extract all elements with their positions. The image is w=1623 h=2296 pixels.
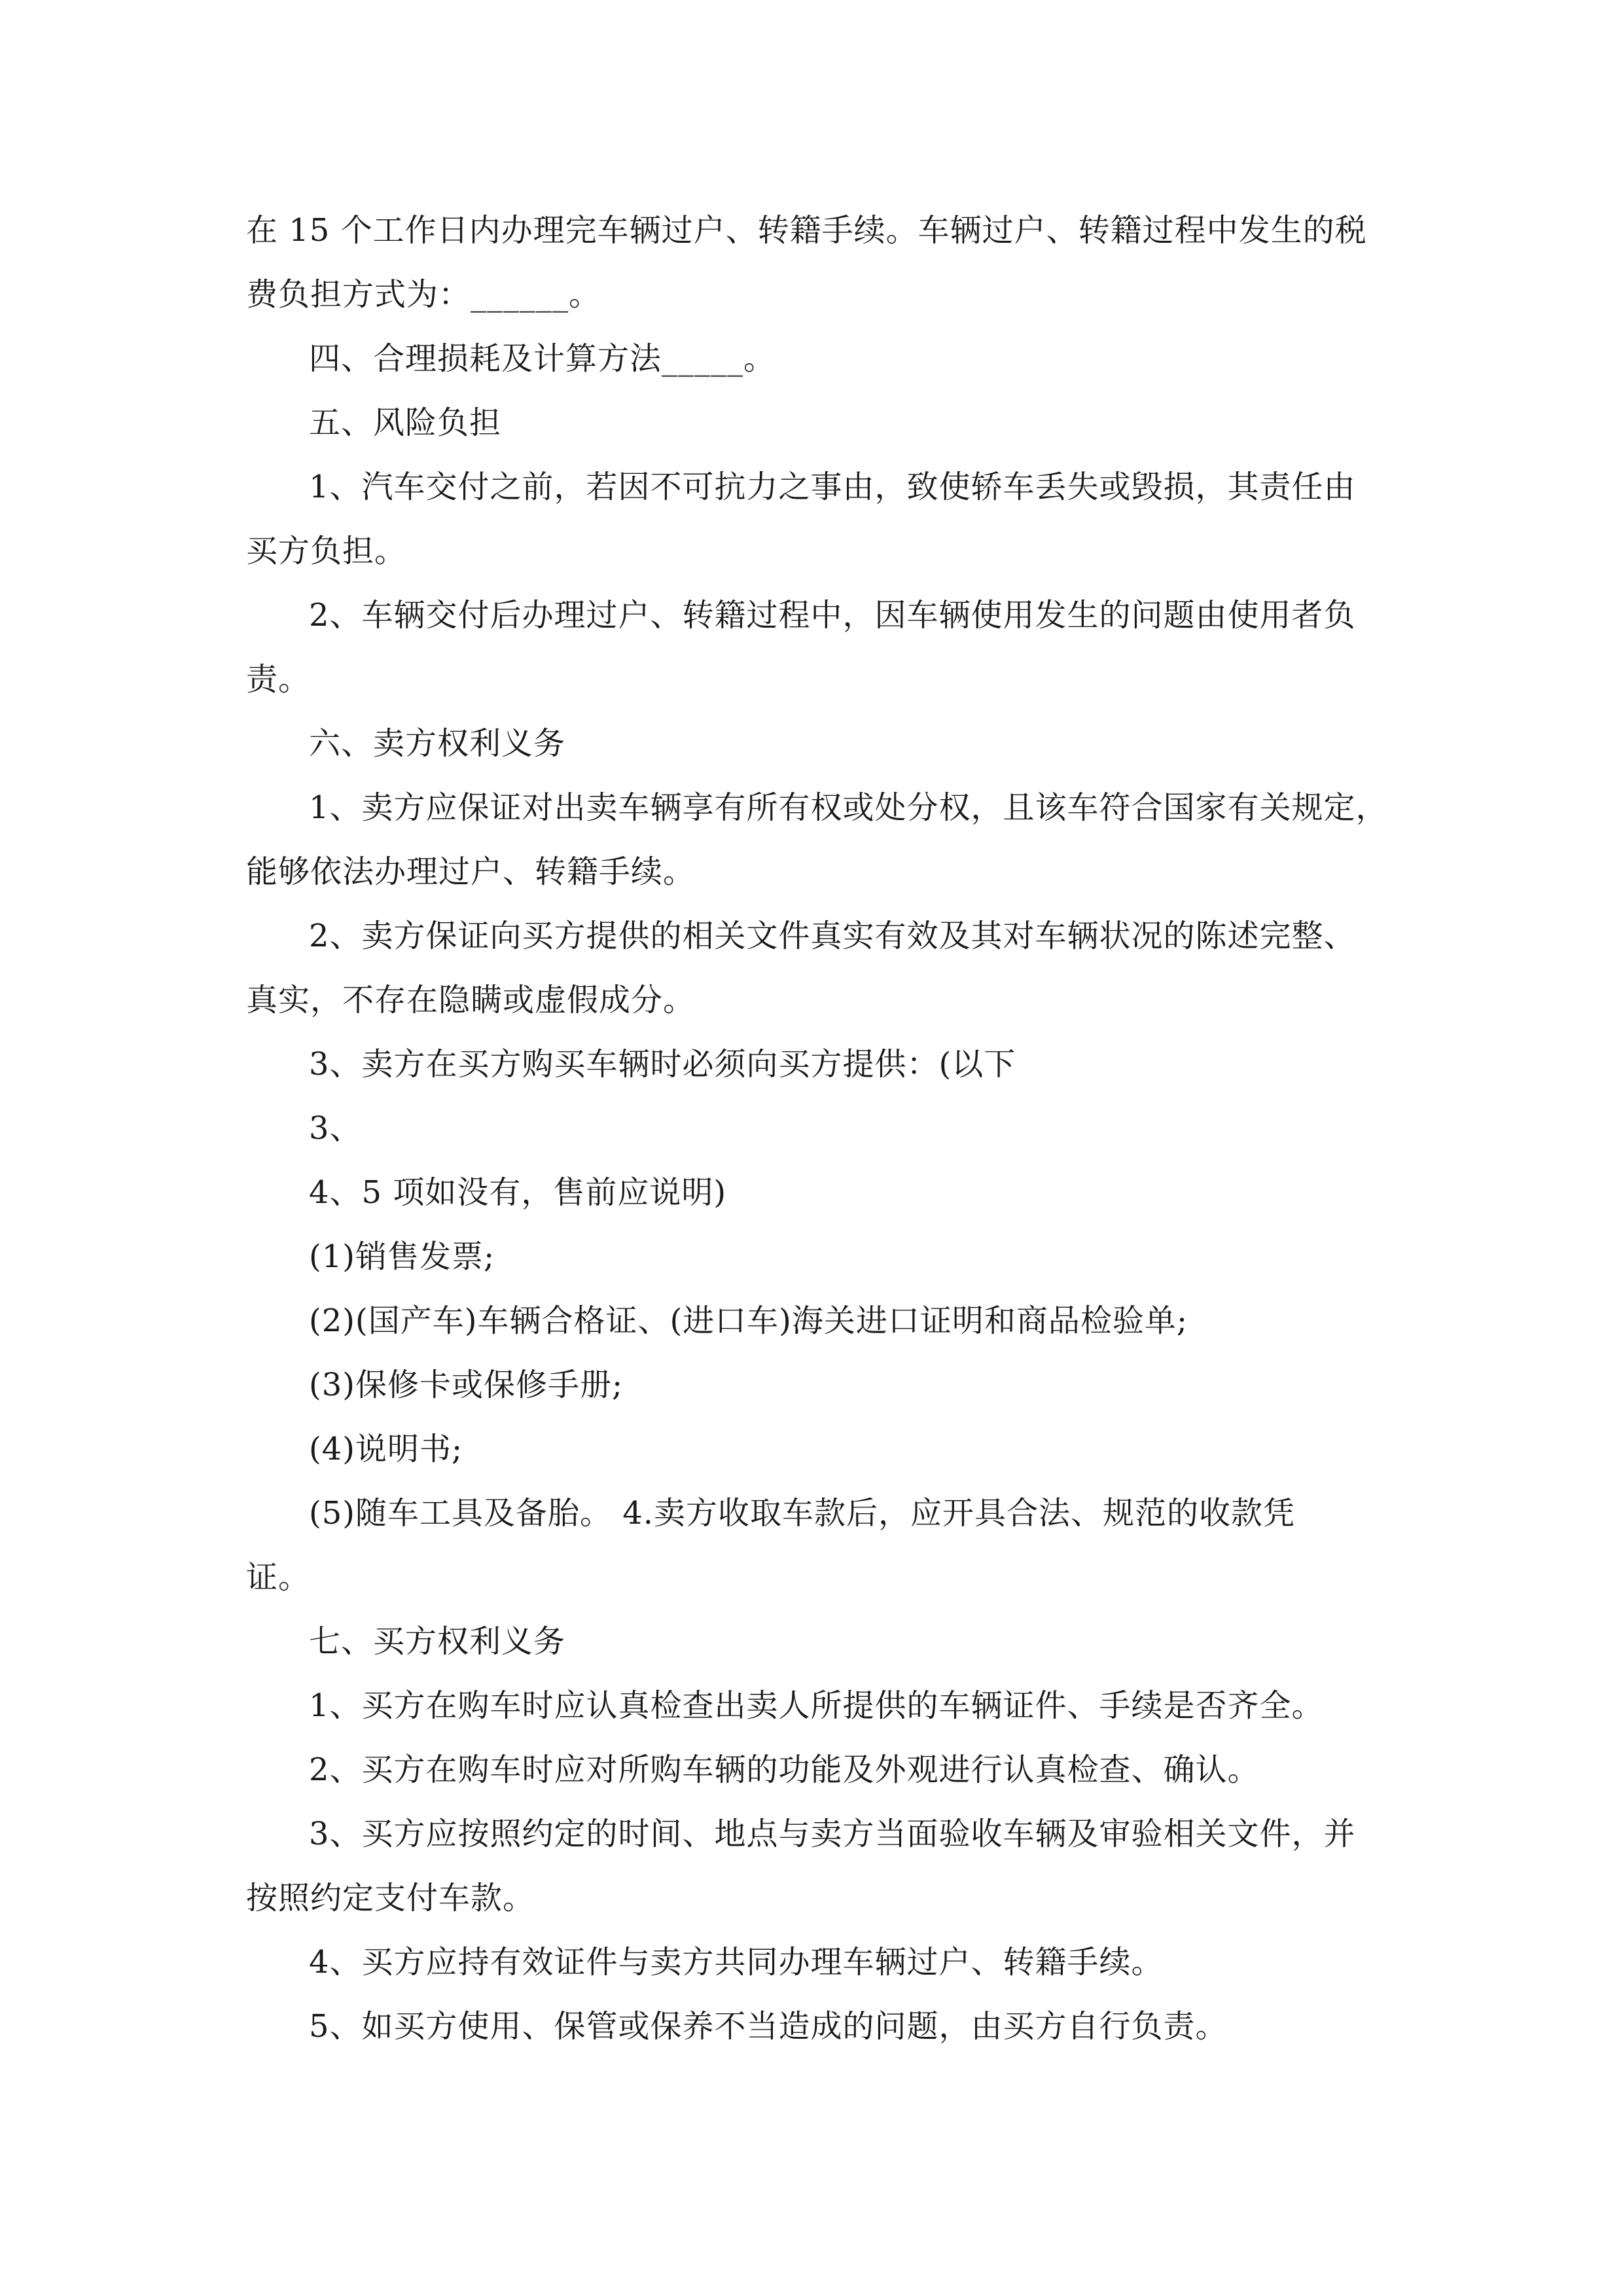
- paragraph-line: 3、卖方在买方购买车辆时必须向买方提供：(以下: [309, 1046, 1016, 1083]
- paragraph-line: 费负担方式为：______。: [246, 276, 601, 313]
- paragraph-line: 4、5 项如没有，售前应说明): [309, 1174, 727, 1211]
- paragraph-line: 按照约定支付车款。: [246, 1880, 535, 1916]
- paragraph-line: 证。: [246, 1559, 311, 1596]
- paragraph-line: 责。: [246, 661, 311, 698]
- section-heading: 六、卖方权利义务: [309, 725, 566, 762]
- list-item: (4)说明书;: [309, 1431, 463, 1467]
- section-heading: 四、合理损耗及计算方法_____。: [309, 340, 776, 377]
- list-item: (3)保修卡或保修手册;: [309, 1367, 624, 1403]
- paragraph-line: 买方负担。: [246, 533, 407, 569]
- paragraph-line: 1、汽车交付之前，若因不可抗力之事由，致使轿车丢失或毁损，其责任由: [309, 469, 1356, 505]
- paragraph-line: 5、如买方使用、保管或保养不当造成的问题，由买方自行负责。: [309, 2008, 1228, 2045]
- list-item: (1)销售发票;: [309, 1238, 495, 1275]
- list-item: (5)随车工具及备胎。 4.卖方收取车款后，应开具合法、规范的收款凭: [309, 1495, 1296, 1532]
- paragraph-line: 3、买方应按照约定的时间、地点与卖方当面验收车辆及审验相关文件，并: [309, 1816, 1356, 1852]
- paragraph-line: 2、卖方保证向买方提供的相关文件真实有效及其对车辆状况的陈述完整、: [309, 918, 1356, 954]
- paragraph-line: 2、车辆交付后办理过户、转籍过程中，因车辆使用发生的问题由使用者负: [309, 597, 1356, 634]
- paragraph-line: 1、买方在购车时应认真检查出卖人所提供的车辆证件、手续是否齐全。: [309, 1687, 1324, 1724]
- paragraph-line: 能够依法办理过户、转籍手续。: [246, 853, 696, 890]
- paragraph-line: 3、: [309, 1110, 362, 1147]
- paragraph-line: 2、买方在购车时应对所购车辆的功能及外观进行认真检查、确认。: [309, 1751, 1260, 1788]
- section-heading: 五、风险负担: [309, 404, 502, 441]
- section-heading: 七、买方权利义务: [309, 1623, 566, 1660]
- paragraph-line: 4、买方应持有效证件与卖方共同办理车辆过户、转籍手续。: [309, 1944, 1164, 1981]
- paragraph-line: 在 15 个工作日内办理完车辆过户、转籍手续。车辆过户、转籍过程中发生的税: [246, 212, 1367, 249]
- paragraph-line: 1、卖方应保证对出卖车辆享有所有权或处分权，且该车符合国家有关规定，: [309, 789, 1388, 826]
- paragraph-line: 真实，不存在隐瞒或虚假成分。: [246, 982, 696, 1018]
- list-item: (2)(国产车)车辆合格证、(进口车)海关进口证明和商品检验单;: [309, 1302, 1188, 1339]
